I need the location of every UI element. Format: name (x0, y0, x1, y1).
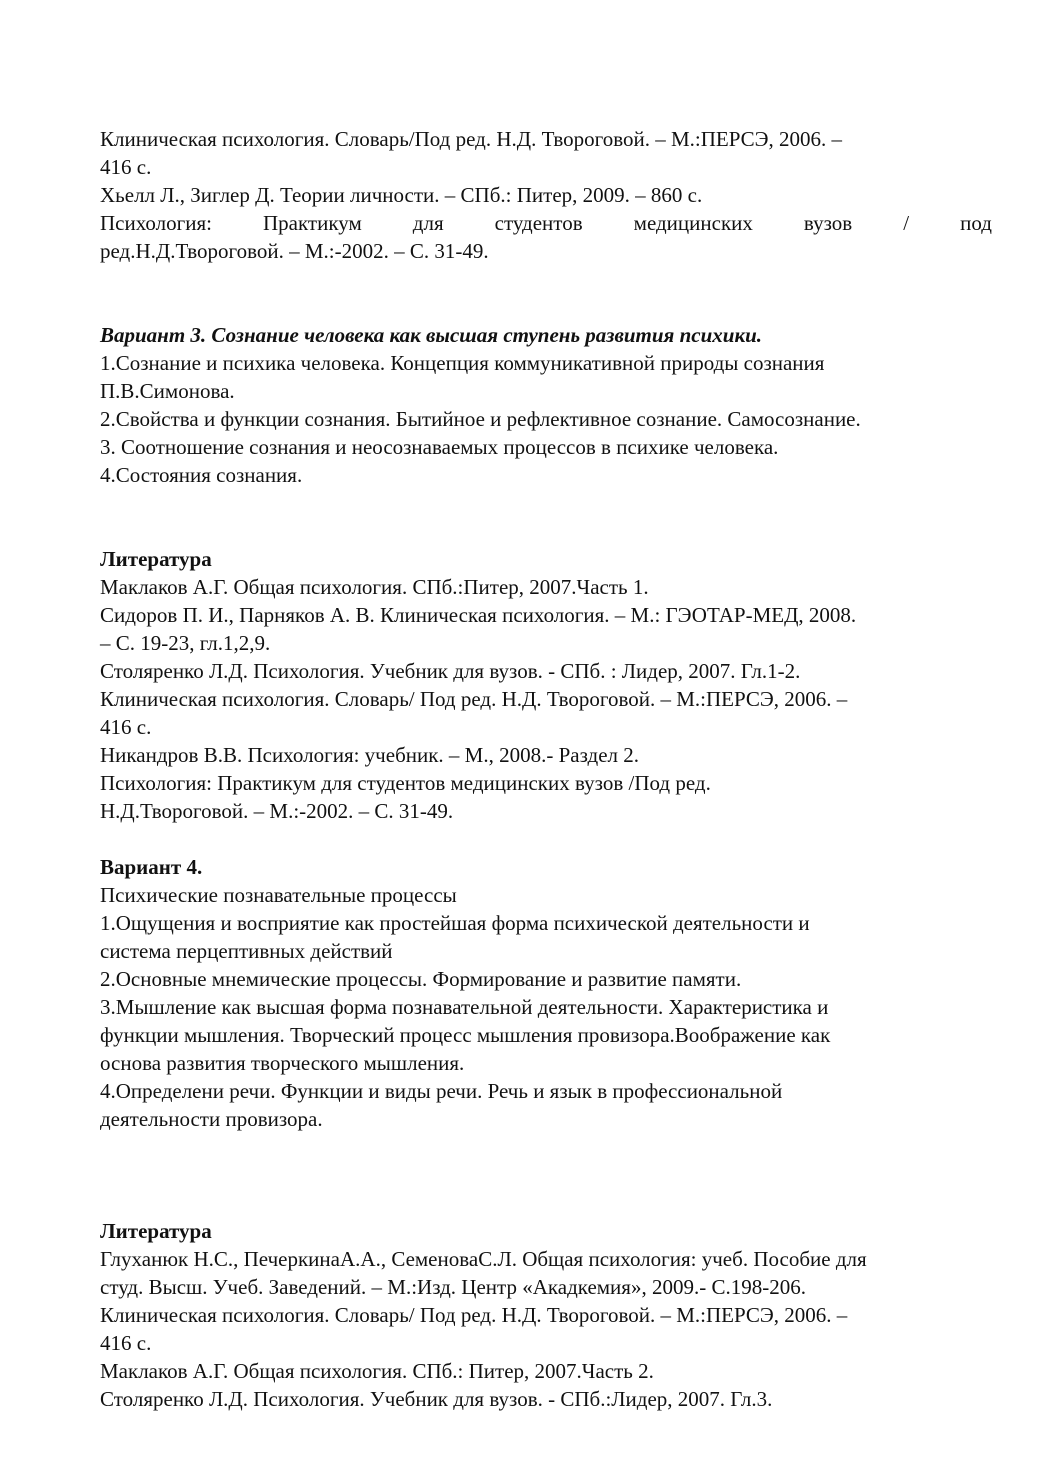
topic-item: 3. Соотношение сознания и неосознаваемых процессов в психике человека. (100, 435, 779, 459)
spacer (100, 1133, 992, 1217)
section-heading: Литература (100, 1219, 212, 1243)
reference-word: / (903, 211, 910, 235)
reference-line: Хьелл Л., Зиглер Д. Теории личности. – СПб.: Питер, 2009. – 860 с. (100, 183, 703, 207)
reference-word: студентов (494, 211, 583, 235)
spacer (100, 489, 992, 545)
reference-word: под (960, 211, 992, 235)
reference-line: Глуханюк Н.С., ПечеркинаА.А., СеменоваС.Л. Общая психология: учеб. Пособие для (100, 1247, 867, 1271)
variant3-section (100, 321, 992, 489)
literature-section (100, 1217, 992, 1413)
document-page (100, 125, 992, 1413)
section-heading: Литература (100, 547, 212, 571)
spacer (100, 825, 992, 853)
reference-line: 416 с. (100, 715, 152, 739)
variant4-section (100, 853, 992, 1133)
topic-item: система перцептивных действий (100, 939, 393, 963)
topic-item: основа развития творческого мышления. (100, 1051, 465, 1075)
reference-line: Никандров В.В. Психология: учебник. – М., 2008.- Раздел 2. (100, 743, 639, 767)
topic-item: 4.Состояния сознания. (100, 463, 303, 487)
reference-line: 416 с. (100, 155, 152, 179)
reference-line: Клиническая психология. Словарь/ Под ред. Н.Д. Твороговой. – М.:ПЕРСЭ, 2006. – (100, 687, 848, 711)
spacer (100, 265, 992, 321)
topic-item: 1.Сознание и психика человека. Концепция коммуникативной природы сознания (100, 351, 825, 375)
reference-word: для (412, 211, 444, 235)
reference-line: Клиническая психология. Словарь/Под ред. Н.Д. Твороговой. – М.:ПЕРСЭ, 2006. – (100, 127, 843, 151)
reference-line: Клиническая психология. Словарь/ Под ред. Н.Д. Твороговой. – М.:ПЕРСЭ, 2006. – (100, 1303, 848, 1327)
reference-word: Практикум (263, 211, 362, 235)
reference-line: Маклаков А.Г. Общая психология. СПб.:Питер, 2007.Часть 1. (100, 575, 649, 599)
topic-item: функции мышления. Творческий процесс мышления провизора.Воображение как (100, 1023, 831, 1047)
reference-word: Психология: (100, 211, 212, 235)
reference-word: вузов (803, 211, 853, 235)
reference-line: ред.Н.Д.Твороговой. – М.:-2002. – С. 31-49. (100, 239, 489, 263)
topic-item: 3.Мышление как высшая форма познавательной деятельности. Характеристика и (100, 995, 829, 1019)
reference-line: студ. Высш. Учеб. Заведений. – М.:Изд. Центр «Акадкемия», 2009.- С.198-206. (100, 1275, 806, 1299)
reference-line: Н.Д.Твороговой. – М.:-2002. – С. 31-49. (100, 799, 454, 823)
topic-item: 2.Свойства и функции сознания. Бытийное и рефлективное сознание. Самосознание. (100, 407, 861, 431)
reference-line-justified (100, 209, 992, 237)
topic-item: деятельности провизора. (100, 1107, 323, 1131)
reference-line: Психология: Практикум для студентов медицинских вузов /Под ред. (100, 771, 711, 795)
section-subtitle: Психические познавательные процессы (100, 883, 457, 907)
topic-item: 1.Ощущения и восприятие как простейшая форма психической деятельности и (100, 911, 810, 935)
reference-word: медицинских (633, 211, 753, 235)
top-literature-block (100, 125, 992, 265)
reference-line: Сидоров П. И., Парняков А. В. Клиническая психология. – М.: ГЭОТАР-МЕД, 2008. (100, 603, 857, 627)
section-heading: Вариант 3. Сознание человека как высшая ступень развития психики. (100, 323, 763, 347)
section-heading: Вариант 4. (100, 855, 203, 879)
reference-line: 416 с. (100, 1331, 152, 1355)
literature-section (100, 545, 992, 825)
reference-line: Столяренко Л.Д. Психология. Учебник для вузов. - СПб. : Лидер, 2007. Гл.1-2. (100, 659, 801, 683)
topic-item: П.В.Симонова. (100, 379, 235, 403)
reference-line: Столяренко Л.Д. Психология. Учебник для вузов. - СПб.:Лидер, 2007. Гл.3. (100, 1387, 773, 1411)
reference-line: – С. 19-23, гл.1,2,9. (100, 631, 271, 655)
topic-item: 4.Определени речи. Функции и виды речи. Речь и язык в профессиональной (100, 1079, 783, 1103)
reference-line: Маклаков А.Г. Общая психология. СПб.: Питер, 2007.Часть 2. (100, 1359, 654, 1383)
topic-item: 2.Основные мнемические процессы. Формирование и развитие памяти. (100, 967, 742, 991)
